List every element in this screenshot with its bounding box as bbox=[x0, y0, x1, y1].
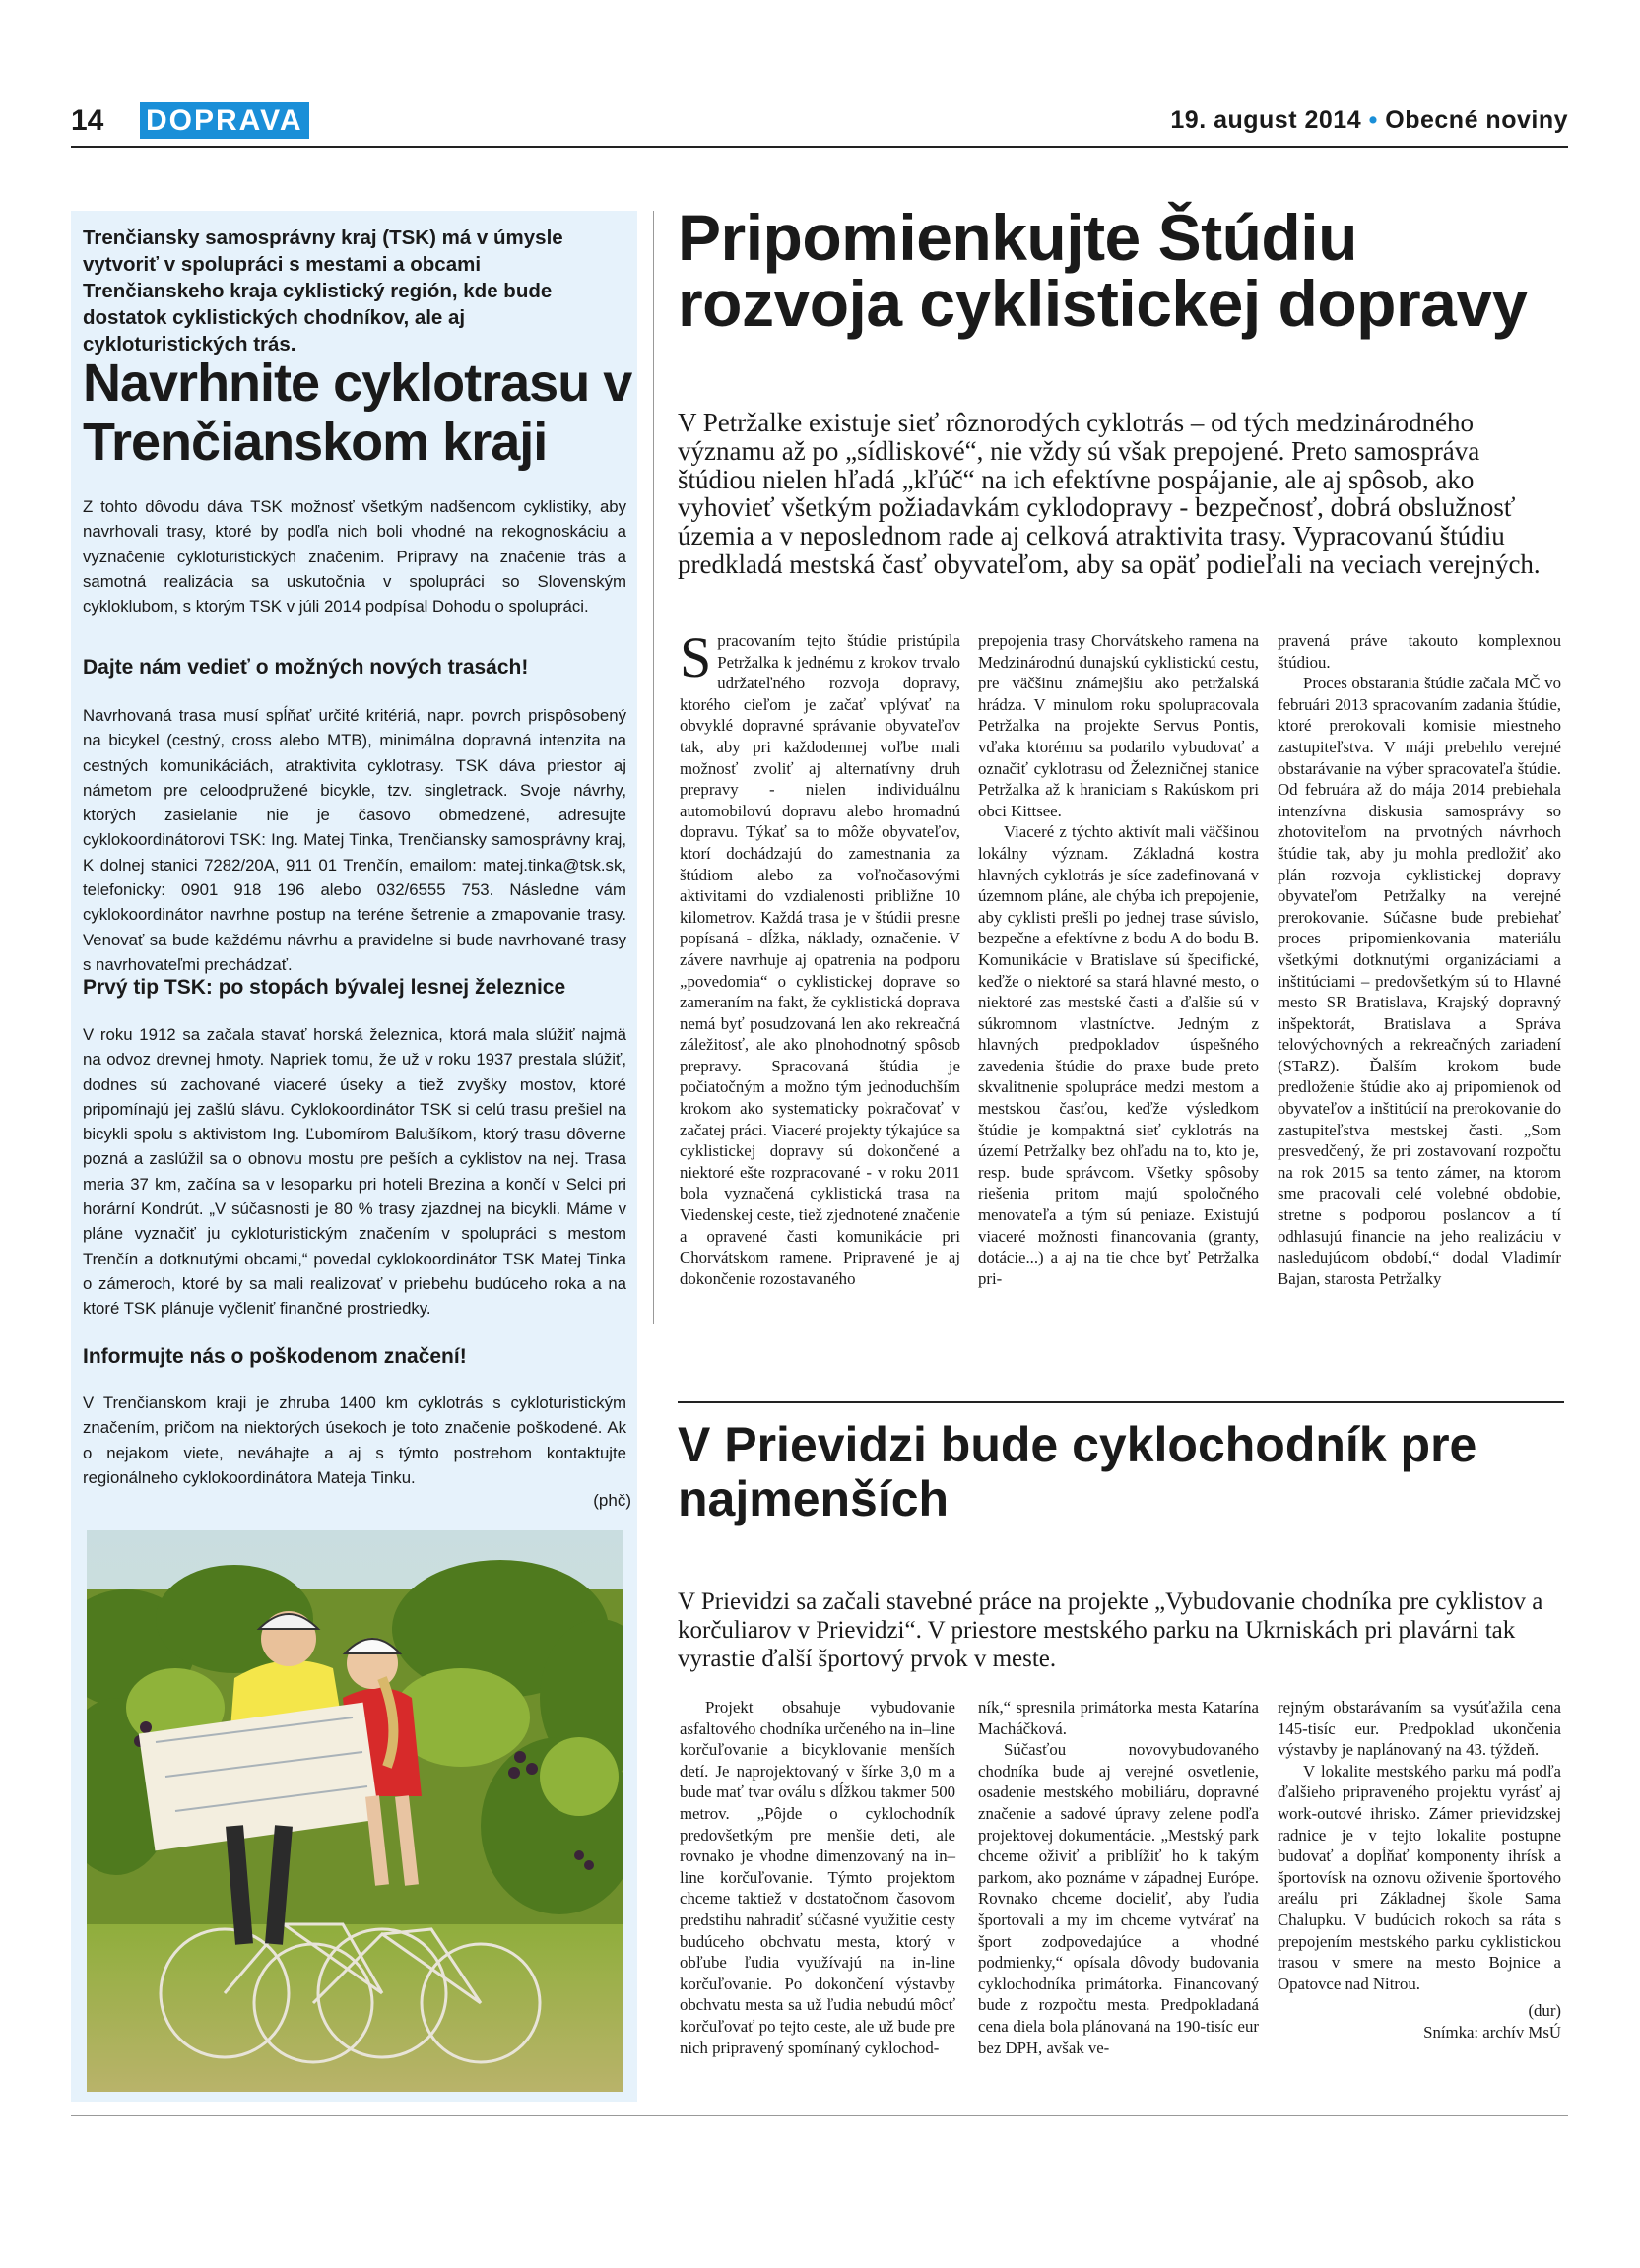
article1-dropcap: S bbox=[680, 625, 712, 689]
cyclists-photo bbox=[87, 1530, 623, 2092]
publication-name: Obecné noviny bbox=[1385, 106, 1568, 134]
article2-signature: (dur) bbox=[1528, 2001, 1561, 2021]
article2-column-3 bbox=[1278, 1697, 1561, 2043]
article2-col3-para-1: rejným obstarávaním sa vysúťažila cena 145-tisíc eur. Predpoklad ukončenia výstavby je naplánovaný na 43. týždeň. bbox=[1278, 1698, 1561, 1760]
sidebar-subheading-2: Prvý tip TSK: po stopách bývalej lesnej železnice bbox=[83, 976, 566, 999]
separator-dot: • bbox=[1368, 106, 1378, 134]
article-separator bbox=[678, 1401, 1564, 1403]
section-label: DOPRAVA bbox=[140, 102, 309, 139]
sidebar-paragraph-4: V Trenčianskom kraji je zhruba 1400 km cyklotrás s cykloturistickým značením, pričom na niektorých úsekoch je toto značenie poškodené. Ak o nejakom viete, neváhajte a aj s týmto postrehom kontaktujte regionálneho cyklokoordinátora Mateja Tinku. bbox=[83, 1393, 626, 1487]
article2-col3-para-2: V lokalite mestského parku má podľa ďalšieho pripraveného projektu vyrásť aj work-outové ihrisko. Zámer prievidzskej radnice je v tejto lokalite postupne budovať a dopĺňať komponenty ihrísk a športovísk na oznovu oživenie športového areálu pri Základnej škole Sama Chalupku. V budúcich rokoch sa ráta s prepojením mestského parku cyklistickou trasou v smere na mesto Bojnice a Opatovce nad Nitrou. bbox=[1278, 1761, 1561, 1993]
photo-credit: Snímka: archív MsÚ bbox=[1423, 2022, 1561, 2041]
sidebar-lead: Trenčiansky samosprávny kraj (TSK) má v úmysle vytvoriť v spolupráci s mestami a obcami Trenčianskeho kraja cyklistický región, kde bude dostatok cyklistických chodníkov, ale aj cykloturistických trás. bbox=[83, 227, 563, 356]
article2-col1-text: Projekt obsahuje vybudovanie asfaltového chodníka určeného na in–line korčuľovanie a bicyklovanie menších detí. Je naprojektovaný v šírke 3,0 m a bude mať tvar oválu s dĺžkou takmer 500 metrov. „Pôjde o cyklochodník predovšetkým pre menšie deti, ale rovnako je vhodne dimenzovaný na in–line korčuľovanie. Týmto projektom chceme taktiež v dostatočnom časovom predstihu nahradiť súčasné využitie cesty budúceho obchvatu mesta, ktorý v obľube ľudia využívajú na in-line korčuľovanie. Po dokončení výstavby obchvatu mesta sa už ľudia nebudú môcť korčuľovať po tejto ceste, ale už bude pre nich pripravený spomínaný cyklochod- bbox=[680, 1698, 955, 2057]
issue-info bbox=[1170, 106, 1568, 135]
sidebar-paragraph-3: V roku 1912 sa začala stavať horská železnica, ktorá mala slúžiť najmä na odvoz drevnej hmoty. Napriek tomu, že už v roku 1937 prestala slúžiť, dodnes sú zachované viaceré úseky a tiež zvyšky mostov, ktoré pripomínajú jej zašlú slávu. Cyklokoordinátor TSK si celú trasu prešiel na bicykli spolu s aktivistom Ing. Ľubomírom Balušíkom, ktorý trasu dôverne pozná a zaslúžil sa o obnovu mostu pre peších a cyklistov na nej. Trasa meria 37 km, začína sa v lesoparku pri hoteli Brezina a končí v Selci pri horární Kondrút. „V súčasnosti je 80 % trasy zjazdnej na bicykli. Máme v pláne vyznačiť ju cykloturistickým značením v spolupráci s mestom Trenčín a dotknutými obcami,“ povedal cyklokoordinátor TSK Matej Tinka o zámeroch, ktoré by sa mali realizovať v priebehu budúceho roka a na ktoré TSK plánuje vyčleniť finančné prostriedky. bbox=[83, 1025, 626, 1319]
article2-column-2 bbox=[978, 1697, 1259, 2058]
article2-col2-para-1: ník,“ spresnila primátorka mesta Katarína Macháčková. bbox=[978, 1698, 1259, 1738]
issue-date: 19. august 2014 bbox=[1170, 106, 1362, 134]
article1-col2-para-1: prepojenia trasy Chorvátskeho ramena na Medzinárodnú dunajskú cyklistickú cestu, pre väčšinu známejšiu ako petržalská hrádza. V minulom roku spolupracovala Petržalka na projekte Servus Pontis, vďaka ktorému sa podarilo vybudovať a označiť cyklotrasu od Železničnej stanice Petržalka až k hraniciam s Rakúskom pri obci Kittsee. bbox=[978, 631, 1259, 820]
article1-column-1 bbox=[680, 625, 960, 1289]
sidebar-paragraph-2: Navrhovaná trasa musí spĺňať určité kritériá, napr. povrch prispôsobený na bicykel (cestný, cross alebo MTB), minimálna dopravná intenzita na cestných komunikáciách, atraktivita cyklotrasy. TSK dáva priestor aj námetom pre celoodpružené bicykle, tzv. singletrack. Svoje návrhy, ktorých zasielanie nie je časovo obmedzené, adresujte cyklokoordinátorovi TSK: Ing. Matej Tinka, Trenčiansky samosprávny kraj, K dolnej stanici 7282/20A, 911 01 Trenčín, emailom: matej.tinka@tsk.sk, telefonicky: 0901 918 196 alebo 032/6555 753. Následne vám cyklokoordinátor navrhne postup na teréne šetrenie a zmapovanie trasy. Venovať sa bude každému návrhu a pravidelne si bude navrhované trasy s navrhovateľmi prechádzať. bbox=[83, 706, 626, 974]
article1-col2-para-2: Viaceré z týchto aktivít mali väčšinou lokálny význam. Základná kostra hlavných cyklotrás je síce zadefinovaná v územnom pláne, ale chýba ich prepojenie, aby cyklisti prešli po jednej trase súvislo, bezpečne a efektívne z bodu A do bodu B. Komunikácie v Bratislave sú špecifické, keďže o niektoré sa stará hlavné mesto, o niektoré zas mestské časti a ďalšie sú v súkromnom vlastníctve. Jedným z hlavných predpokladov úspešného zavedenia štúdie do praxe bude preto skvalitnenie spolupráce medzi mestom a mestskou časťou, keďže výsledkom štúdie je kompaktná sieť cyklotrás na území Petržalky bez ohľadu na to, kto je, resp. bude správcom. Všetky spôsoby riešenia pritom majú spoločného menovateľa a tým sú peniaze. Existujú viaceré možnosti financovania (granty, dotácie...) a aj na tie chce byť Petržalka pri- bbox=[978, 822, 1259, 1288]
sidebar-subheading-3: Informujte nás o poškodenom značení! bbox=[83, 1345, 467, 1368]
page-header bbox=[71, 102, 1568, 144]
article1-col3-para-2: Proces obstarania štúdie začala MČ vo februári 2013 spracovaním zadania štúdie, ktoré prerokovali komisie miestneho zastupiteľstva. V máji prebehlo verejné obstarávanie na výber spracovateľa štúdie. Od februára až do mája 2014 prebiehala intenzívna diskusia samosprávy so zhotoviteľom na prvotných návrhoch štúdie tak, aby ju mohla predložiť ako plán rozvoja cyklistickej dopravy obyvateľom Petržalky na verejné prerokovanie. Súčasne bude prebiehať proces pripomienkovania materiálu všetkými dotknutými organizáciami a inštitúciami – predovšetkým sú to Hlavné mesto SR Bratislava, Krajský dopravný inšpektorát, Bratislava a Správa telovýchovných a rekreačných zariadení (STaRZ). Ďalším krokom bude predloženie štúdie ako aj pripomienok od obyvateľov a inštitúcií na prerokovanie do zastupiteľstva mestskej časti. „Som presvedčený, že pri zostavovaní rozpočtu na rok 2015 sa tento zámer, na ktorom sme pracovali celé volebné obdobie, stretne s podporou poslancov a tí odhlasujú financie na jeho realizáciu v nasledujúcom období,“ dodal Vladimír Bajan, starosta Petržalky bbox=[1278, 674, 1561, 1288]
sidebar-headline: Navrhnite cyklotrasu v Trenčianskom kraji bbox=[83, 354, 632, 472]
article1-col1-text: pracovaním tejto štúdie pristúpila Petržalka k jednému z krokov trvalo udržateľného rozvoja dopravy, ktorého cieľom je začať vplývať na obvyklé dopravné správanie obyvateľov tak, aby pri každodennej voľbe mali možnosť zvoliť aj alternatívny druh prepravy - nielen individuálnu automobilovú dopravu alebo hromadnú dopravu. Týkať sa to môže obyvateľov, ktorí dochádzajú do zamestnania za štúdiom alebo za voľnočasovými aktivitami do vzdialenosti približne 10 kilometrov. Každá trasa je v štúdii presne popísaná - dĺžka, náklady, označenie. V závere navrhuje aj opatrenia na podporu „povedomia“ o cyklistickej doprave so zameraním na fakt, že cyklistická doprava nemá byť posudzovaná len ako rekreačná záležitosť, ale ako plnohodnotný spôsob prepravy. Spracovaná štúdia je počiatočným a možno tým jednoduchším krokom ako systematicky pokračovať v začatej práci. Viaceré projekty týkajúce sa cyklistickej dopravy sú dokončené a niektoré ešte rozpracované - v roku 2011 bola vyznačená cyklistická trasa na Viedenskej ceste, tiež zjednotené značenie a opravené časti komunikácie pri Chorvátskom ramene. Pripravené je aj dokončenie rozostavaného bbox=[680, 631, 960, 1288]
article1-column-3 bbox=[1278, 630, 1561, 1289]
article1-column-2 bbox=[978, 630, 1259, 1289]
article2-deck: V Prievidzi sa začali stavebné práce na projekte „Vybudovanie chodníka pre cyklistov a korčuliarov v Prievidzi“. V priestore mestského parku na Ukrniskách pri plavárni tak vyrastie ďalší športový prvok v meste. bbox=[678, 1588, 1543, 1672]
sidebar-article bbox=[71, 211, 637, 2102]
article2-column-1 bbox=[680, 1697, 955, 2058]
footer-rule bbox=[71, 2115, 1568, 2116]
article1-deck: V Petržalke existuje sieť rôznorodých cyklotrás – od tých medzinárodného významu až po „sídliskové“, nie vždy sú však prepojené. Preto samospráva štúdiou nielen hľadá „kľúč“ na ich efektívne pospájanie, ale aj spôsob, ako vyhovieť všetkým požiadavkám cyklodopravy - bezpečnosť, dobrá obslužnosť územia a v neposlednom rade aj celková atraktivita trasy. Vypracovanú štúdiu predkladá mestská časť obyvateľom, aby sa opäť podieľali na veciach verejných. bbox=[678, 408, 1541, 579]
sidebar-paragraph-1: Z tohto dôvodu dáva TSK možnosť všetkým nadšencom cyklistiky, aby navrhovali trasy, ktoré by podľa nich boli vhodné na rekognoskáciu a vyznačenie cykloturistických značením. Prípravy na značenie trás a samotná realizácia sa uskutočnia v spolupráci so Slovenským cykloklubom, s ktorým TSK v júli 2014 podpísal Dohodu o spolupráci. bbox=[83, 497, 626, 616]
article1-headline: Pripomienkujte Štúdiu rozvoja cyklistickej dopravy bbox=[678, 201, 1528, 340]
page-number: 14 bbox=[71, 104, 104, 137]
sidebar-subheading-1: Dajte nám vedieť o možných nových trasách! bbox=[83, 656, 529, 679]
article2-col2-para-2: Súčasťou novovybudovaného chodníka bude aj verejné osvetlenie, osadenie mestského mobiliáru, dopravné značenie a sadové úpravy zelene podľa projektovej dokumentácie. „Mestský park chceme oživiť a priblížiť ho k takým parkom, ako poznáme v západnej Európe. Rovnako chceme docieliť, aby ľudia športovali a my im chceme vytvárať na šport zodpovedajúce a vhodné podmienky,“ opísala dôvody budovania cyklochodníka primátorka. Financovaný bude z rozpočtu mesta. Predpokladaná cena diela bola plánovaná na 190-tisíc eur bez DPH, avšak ve- bbox=[978, 1740, 1259, 2057]
column-divider bbox=[653, 211, 654, 1324]
header-rule bbox=[71, 146, 1568, 148]
article2-headline: V Prievidzi bude cyklochodník pre najmenších bbox=[678, 1417, 1477, 1526]
sidebar-signature: (phč) bbox=[593, 1491, 631, 1510]
article1-col3-para-1: pravená práve takouto komplexnou štúdiou. bbox=[1278, 631, 1561, 672]
